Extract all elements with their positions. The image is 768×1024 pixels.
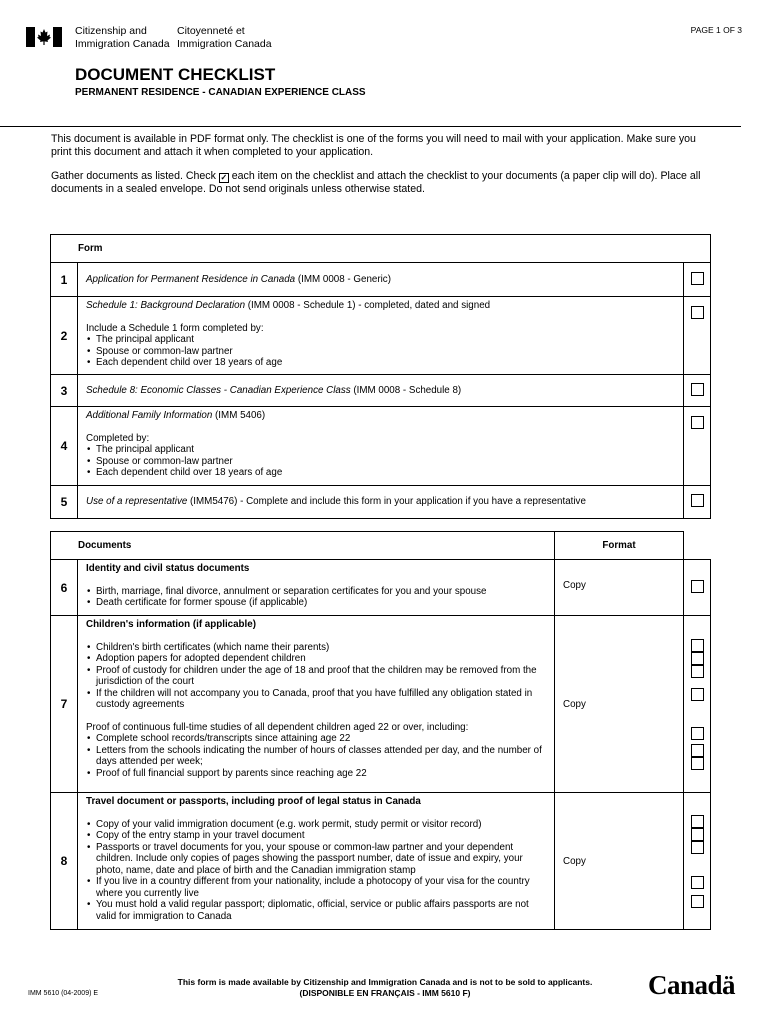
checkbox[interactable] <box>691 828 704 841</box>
checkbox[interactable] <box>691 306 704 319</box>
forms-table-header: Form <box>51 235 711 263</box>
header-divider <box>0 126 741 127</box>
checkbox[interactable] <box>691 652 704 665</box>
footer-notice: This form is made available by Citizenship and Immigration Canada and is not to be sold to applicants. (DISPONIBLE EN FRANÇAIS - IMM 5610 F) <box>177 977 593 998</box>
table-row: 8 Travel document or passports, including proof of legal status in Canada • Copy of your valid immigration document (e.g. work permit, study permit or visitor record) • Copy of the entry stamp in your travel document • Passports or travel documents for you, your spouse or common-law partner and your dependent children. Include only copies of pages showing the passport number, date of issue and expiry, your photo, name, date and place of birth and the Canadian immigration stamp • If you live in a country different from your nationality, include a photocopy of your visa for the country where you currently live • You must hold a valid regular passport; diplomatic, official, service or public affairs passports are not valid for immigration to Canada Copy <box>51 793 711 930</box>
checkmark-icon: ✓ <box>220 173 228 182</box>
page-number: PAGE 1 OF 3 <box>690 25 742 35</box>
department-name-en: Citizenship and Immigration Canada <box>75 25 170 50</box>
table-row: 7 Children's information (if applicable) • Children's birth certificates (which name their parents) • Adoption papers for adopted dependent children • Proof of custody for children under the age of 18 and proof that the children may be removed from the jurisdiction of the court • If the children will not accompany you to Canada, proof that you have fulfilled any obligation stated in custody agreements Proof of continuous full-time studies of all dependent children aged 22 or over, including: • Complete school records/transcripts since attaining age 22 • Letters from the schools indicating the number of hours of classes attended per day, and the number of days attended per week; • Proof of full financial support by parents since reaching age 22 Copy <box>51 616 711 793</box>
department-name-fr: Citoyenneté et Immigration Canada <box>177 25 272 50</box>
checkbox[interactable] <box>691 757 704 770</box>
checkbox[interactable] <box>691 416 704 429</box>
checkbox[interactable] <box>691 665 704 678</box>
form-code: IMM 5610 (04-2009) E <box>28 990 99 997</box>
intro-paragraph-1: This document is available in PDF format only. The checklist is one of the forms you will need to mail with your application. Make sure you print this document and attach it when completed to your application. <box>51 133 696 158</box>
checkbox[interactable] <box>691 744 704 757</box>
checkbox[interactable] <box>691 272 704 285</box>
checkbox[interactable] <box>691 639 704 652</box>
documents-table <box>50 531 711 930</box>
checkbox[interactable] <box>691 815 704 828</box>
checkbox[interactable] <box>691 383 704 396</box>
checkbox[interactable] <box>691 688 704 701</box>
checkbox[interactable] <box>691 727 704 740</box>
documents-table-header: Documents <box>51 532 555 560</box>
table-row: 2 Schedule 1: Background Declaration (IMM 0008 - Schedule 1) - completed, dated and signed Include a Schedule 1 form completed by: • The principal applicant • Spouse or common-law partner • Each dependent child over 18 years of age <box>51 297 711 375</box>
canada-wordmark-logo: Canadä <box>648 970 736 1000</box>
page-subtitle: PERMANENT RESIDENCE - CANADIAN EXPERIENCE CLASS <box>75 87 366 98</box>
checkbox[interactable] <box>691 841 704 854</box>
table-row: 5 Use of a representative (IMM5476) - Complete and include this form in your application if you have a representative <box>51 486 711 519</box>
table-row: 1 Application for Permanent Residence in Canada (IMM 0008 - Generic) <box>51 263 711 297</box>
intro-paragraph-2: Gather documents as listed. Check ✓ each item on the checklist and attach the checklist to your documents (a paper clip will do). Place all documents in a sealed envelope. Do not send originals unless otherwise stated. <box>51 170 701 195</box>
checkbox[interactable] <box>691 580 704 593</box>
page-title: DOCUMENT CHECKLIST <box>75 65 276 84</box>
table-row: 3 Schedule 8: Economic Classes - Canadian Experience Class (IMM 0008 - Schedule 8) <box>51 375 711 407</box>
checkbox[interactable] <box>691 494 704 507</box>
forms-table <box>50 234 711 519</box>
checkbox[interactable] <box>691 895 704 908</box>
checkbox[interactable] <box>691 876 704 889</box>
table-row: 6 Identity and civil status documents • Birth, marriage, final divorce, annulment or separation certificates for you and your spouse • Death certificate for former spouse (if applicable) Copy <box>51 560 711 616</box>
format-column-header: Format <box>555 532 684 560</box>
table-row: 4 Additional Family Information (IMM 5406) Completed by: • The principal applicant • Spouse or common-law partner • Each dependent child over 18 years of age <box>51 407 711 486</box>
canada-flag-icon <box>26 27 62 47</box>
